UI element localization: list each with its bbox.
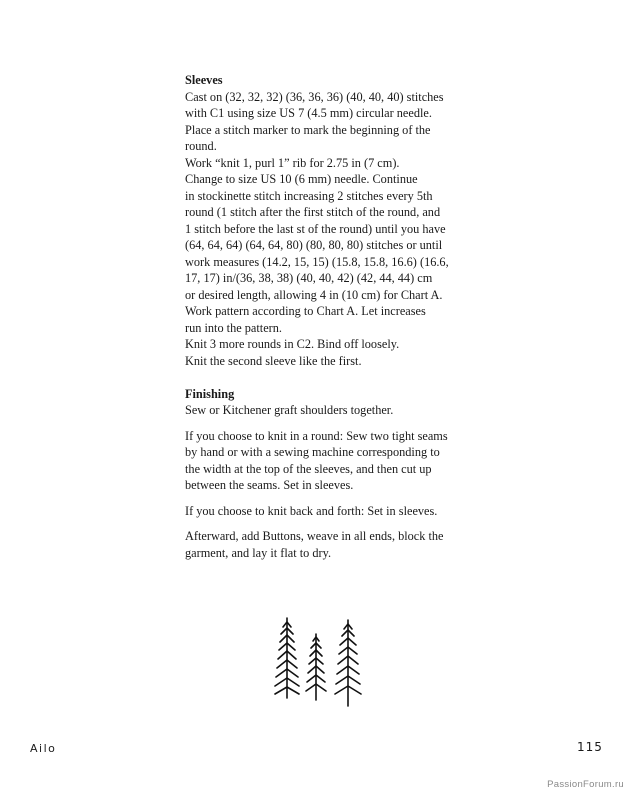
watermark: PassionForum.ru [547, 779, 624, 790]
page-number: 115 [577, 740, 603, 754]
sleeves-heading: Sleeves [185, 73, 223, 87]
sleeves-line: round. [185, 139, 217, 153]
finishing-paragraph [185, 428, 470, 494]
finishing-line: If you choose to knit in a round: Sew two tight seams [185, 428, 448, 443]
pine-tree-icon [335, 620, 361, 706]
page-content [185, 72, 470, 570]
pine-tree-icon [275, 618, 299, 698]
finishing-paragraph [185, 503, 470, 520]
pine-trees-illustration [266, 614, 368, 708]
finishing-line: the width at the top of the sleeves, and then cut up [185, 461, 432, 476]
section-spacer [185, 369, 470, 386]
sleeves-line: with C1 using size US 7 (4.5 mm) circular needle. [185, 106, 432, 120]
sleeves-line: run into the pattern. [185, 320, 282, 335]
sleeves-line: Cast on (32, 32, 32) (36, 36, 36) (40, 40, 40) stitches [185, 89, 444, 104]
finishing-paragraph [185, 402, 470, 419]
sleeves-line: Knit the second sleeve like the first. [185, 353, 362, 368]
pine-tree-icon [306, 634, 326, 700]
finishing-line: by hand or with a sewing machine corresponding to [185, 445, 440, 459]
finishing-line: If you choose to knit back and forth: Set in sleeves. [185, 503, 438, 518]
sleeves-line: 1 stitch before the last st of the round) until you have [185, 221, 446, 236]
sleeves-line: work measures (14.2, 15, 15) (15.8, 15.8, 16.6) (16.6, [185, 254, 449, 269]
sleeves-text [185, 89, 470, 370]
finishing-paragraph [185, 528, 470, 561]
sleeves-line: Place a stitch marker to mark the beginning of the [185, 122, 431, 137]
sleeves-line: or desired length, allowing 4 in (10 cm) for Chart A. [185, 287, 443, 302]
finishing-heading: Finishing [185, 386, 235, 401]
finishing-line: garment, and lay it flat to dry. [185, 545, 332, 560]
sleeves-line: Work “knit 1, purl 1” rib for 2.75 in (7 cm). [185, 155, 400, 170]
sleeves-line: Knit 3 more rounds in C2. Bind off loosely. [185, 337, 400, 351]
sleeves-line: (64, 64, 64) (64, 64, 80) (80, 80, 80) stitches or until [185, 238, 443, 252]
sleeves-line: Change to size US 10 (6 mm) needle. Continue [185, 172, 418, 186]
pattern-name-footer: Ailo [30, 742, 57, 755]
finishing-line: Sew or Kitchener graft shoulders together. [185, 403, 394, 417]
sleeves-line: 17, 17) in/(36, 38, 38) (40, 40, 42) (42, 44, 44) cm [185, 271, 433, 285]
finishing-line: between the seams. Set in sleeves. [185, 478, 354, 492]
sleeves-line: in stockinette stitch increasing 2 stitches every 5th [185, 188, 433, 203]
sleeves-line: Work pattern according to Chart A. Let increases [185, 304, 426, 318]
finishing-line: Afterward, add Buttons, weave in all ends, block the [185, 529, 444, 543]
sleeves-line: round (1 stitch after the first stitch of the round, and [185, 205, 441, 219]
